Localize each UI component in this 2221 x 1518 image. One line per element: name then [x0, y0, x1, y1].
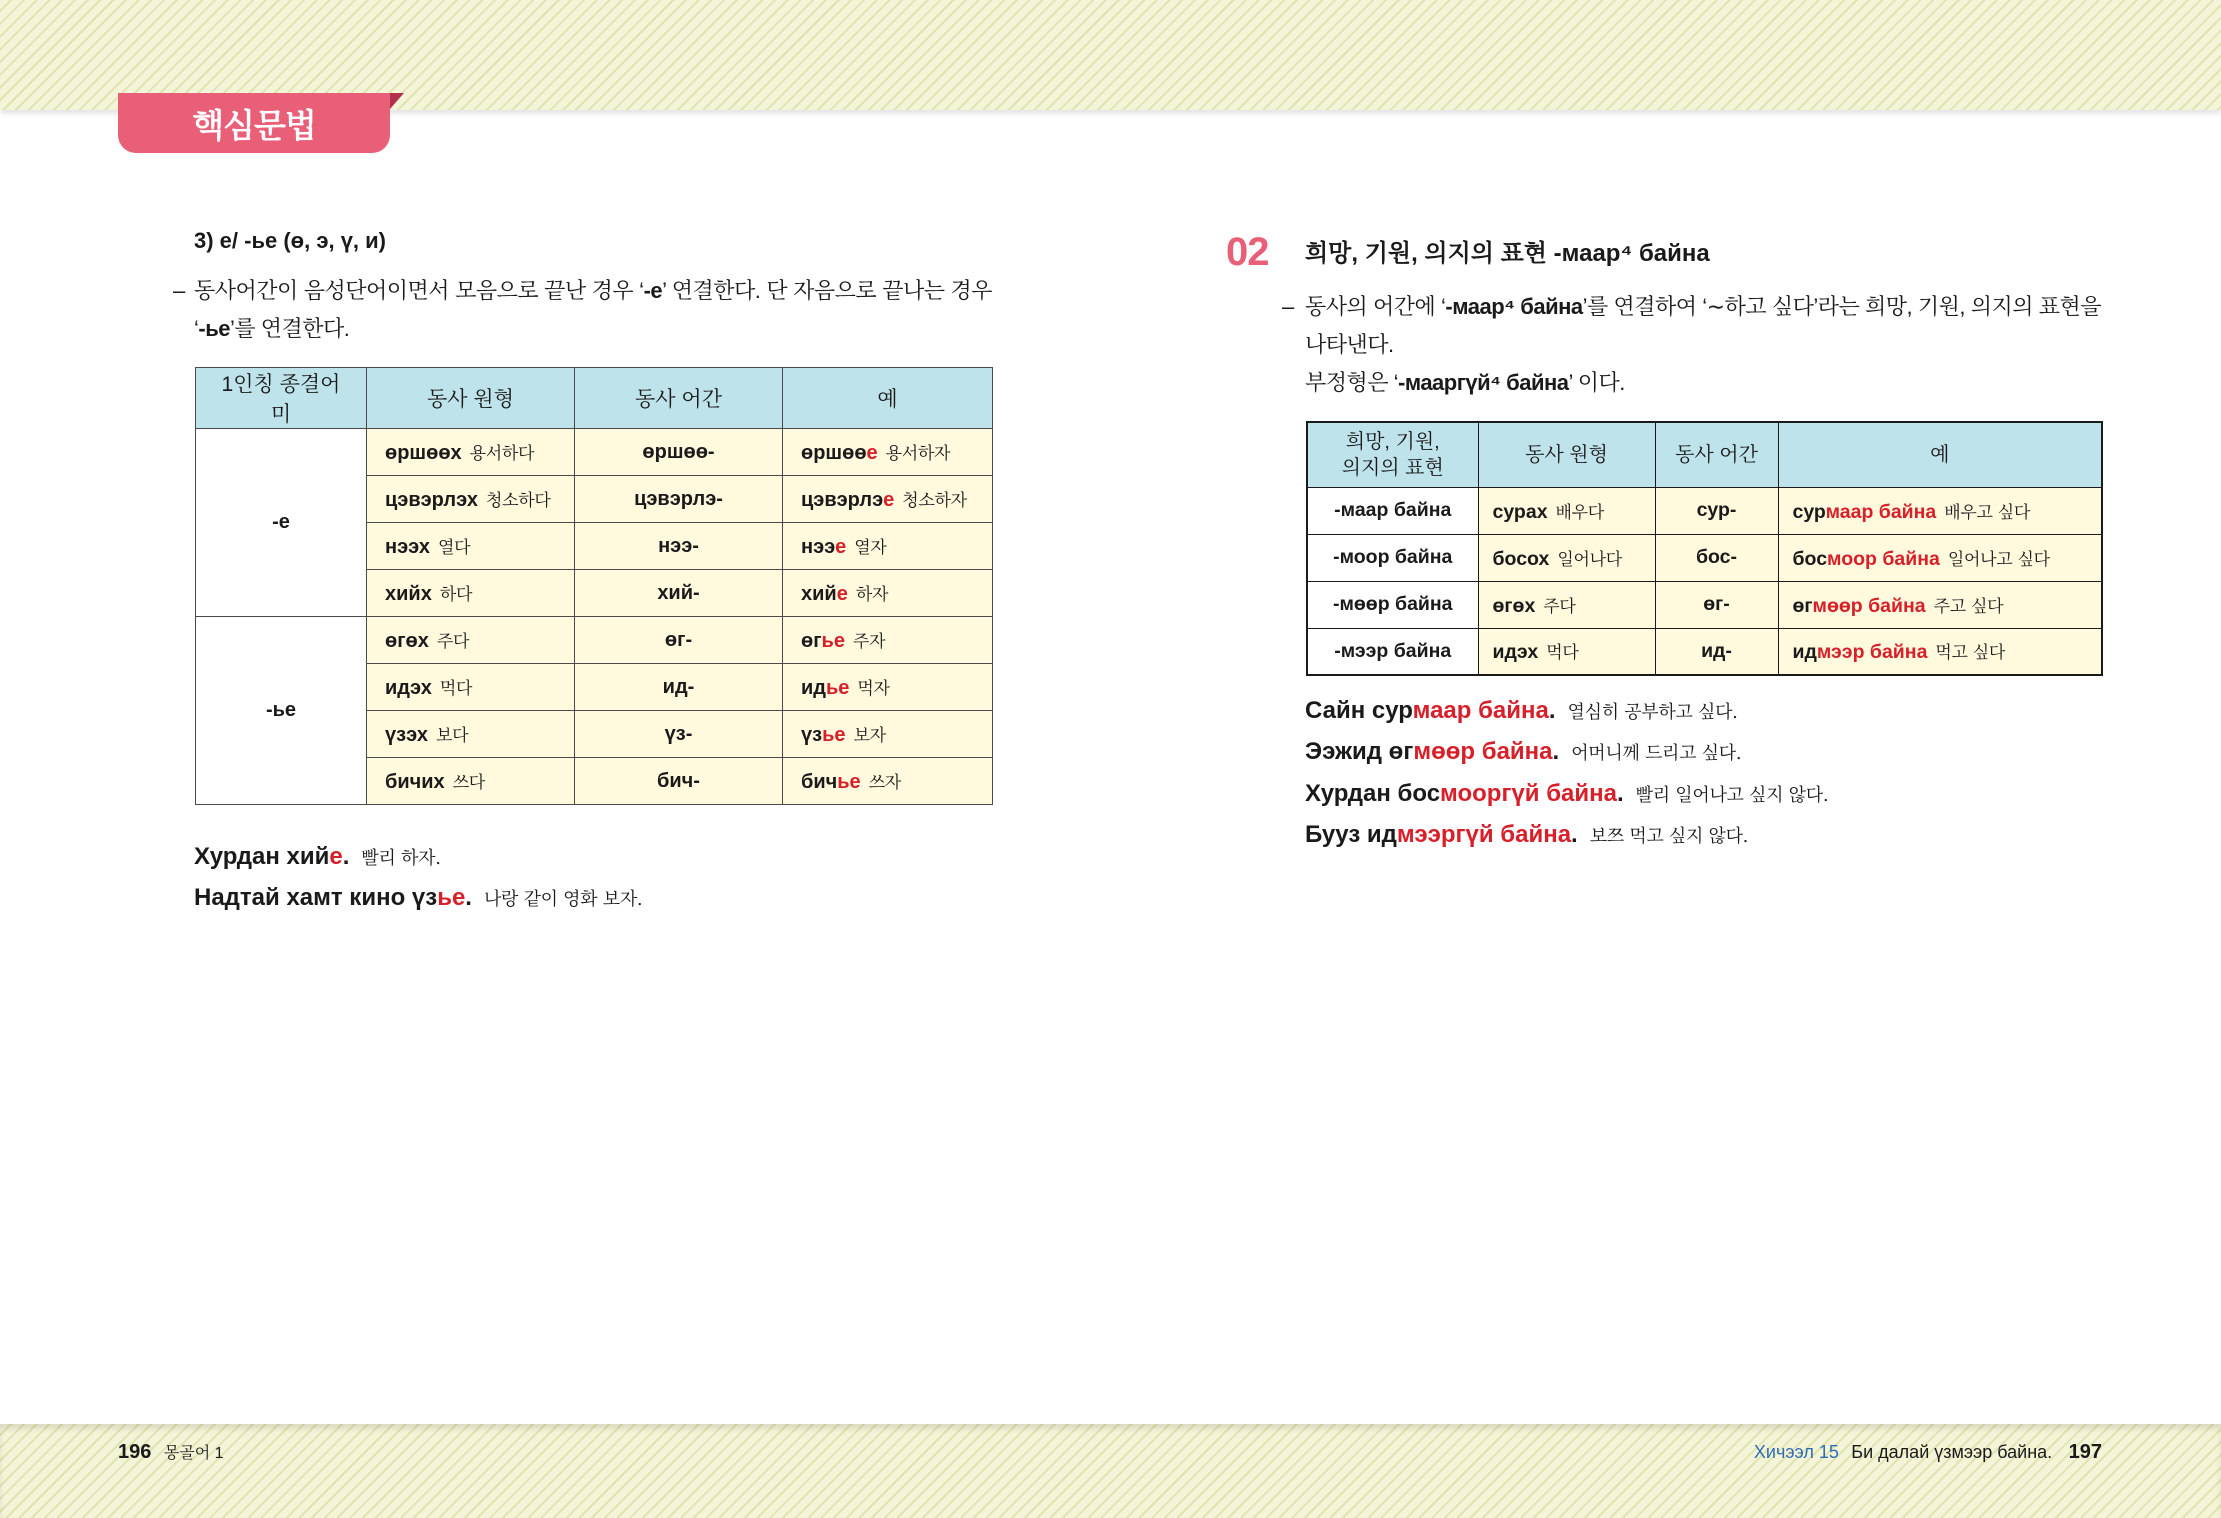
- stem-cell: [575, 711, 783, 758]
- stem-cell: [1655, 487, 1778, 534]
- verb-gloss: 주다: [436, 632, 470, 652]
- example-gloss: 일어나고 싶다: [1947, 549, 2050, 570]
- example-gloss: 쓰자: [868, 773, 901, 793]
- ending-cell: -ье: [196, 617, 367, 805]
- verb-cell: [367, 476, 575, 523]
- rule-emphasis: -ье: [198, 316, 230, 341]
- example-gloss: 청소하자: [902, 491, 967, 511]
- stem-cell: [575, 758, 783, 805]
- example-stem: нээ: [801, 536, 836, 558]
- verb-stem: нээ-: [658, 534, 699, 557]
- verb-infinitive: бичих: [385, 771, 445, 793]
- verb-gloss: 배우다: [1555, 502, 1604, 523]
- example-sentence: [194, 877, 642, 918]
- rule-emphasis: -е: [643, 278, 663, 303]
- ending-cell: -моор байна: [1307, 534, 1478, 581]
- verb-cell: [1478, 487, 1655, 534]
- table-row: [1307, 534, 2102, 581]
- sentence-punctuation: .: [1571, 820, 1578, 848]
- verb-gloss: 먹다: [439, 679, 473, 699]
- example-stem: ид: [1792, 641, 1817, 664]
- sentence-punctuation: .: [1552, 738, 1560, 766]
- rule-text-segment: ’ 이다.: [1568, 370, 1625, 395]
- example-gloss: 먹자: [857, 679, 890, 699]
- rule-text-segment: ’를 연결하여 ‘∼하고 싶다’라는 희망, 기원, 의지의 표현을 나타낸다.: [1305, 294, 2102, 357]
- ending-cell: -е: [196, 429, 367, 617]
- example-ending: ье: [821, 630, 845, 652]
- ending-table: [195, 367, 993, 805]
- verb-infinitive: идэх: [385, 677, 432, 699]
- table-header: [1307, 422, 2102, 487]
- verb-gloss: 쓰다: [452, 773, 485, 793]
- rule-line: [1305, 288, 2101, 364]
- example-sentences: [1305, 690, 1828, 855]
- sentence-punctuation: .: [1548, 697, 1556, 724]
- stem-cell: [1655, 534, 1778, 581]
- stem-cell: [575, 429, 783, 476]
- sentence-ending: мээргүй байна: [1396, 820, 1572, 848]
- example-stem: өг: [801, 630, 822, 652]
- example-ending: е: [835, 536, 847, 558]
- verb-infinitive: үзэх: [385, 724, 428, 746]
- example-cell: [783, 523, 993, 570]
- verb-infinitive: нээх: [385, 536, 431, 558]
- sentence-ending: мооргүй байна: [1440, 779, 1617, 807]
- sentence-lead: Сайн сур: [1305, 697, 1413, 724]
- table-row: [196, 429, 993, 476]
- verb-cell: [1478, 581, 1655, 628]
- sentence-punctuation: .: [465, 884, 472, 912]
- example-gloss: 주고 싶다: [1933, 596, 2004, 617]
- column-header: 1인칭 종결어미: [196, 368, 367, 429]
- column-header: 동사 원형: [1478, 422, 1655, 487]
- rule-emphasis: -маар⁴ байна: [1445, 294, 1583, 319]
- example-cell: [783, 758, 993, 805]
- verb-infinitive: цэвэрлэх: [385, 489, 479, 511]
- table-row: [1307, 581, 2102, 628]
- verb-infinitive: босох: [1492, 547, 1550, 570]
- example-ending: моор байна: [1827, 547, 1940, 570]
- example-stem: бос: [1792, 547, 1828, 570]
- verb-cell: [367, 523, 575, 570]
- example-sentences: [194, 836, 642, 919]
- bullet-dash: –: [1282, 294, 1295, 319]
- example-ending: е: [836, 583, 848, 605]
- verb-gloss: 일어나다: [1557, 549, 1622, 570]
- verb-stem: өг-: [664, 628, 693, 651]
- verb-cell: [367, 617, 575, 664]
- example-gloss: 열자: [854, 538, 887, 558]
- verb-cell: [367, 570, 575, 617]
- stem-cell: [575, 523, 783, 570]
- rule-text-segment: ’ 연결한다. 단 자음으로 끝나는 경우 ‘: [194, 278, 992, 341]
- table-row: [1307, 487, 2102, 534]
- verb-gloss: 청소하다: [486, 491, 551, 511]
- verb-infinitive: идэх: [1492, 641, 1539, 664]
- sentence-lead: Ээжид өг: [1305, 738, 1414, 766]
- column-header: 예: [1778, 422, 2102, 487]
- table-row: [196, 617, 993, 664]
- verb-infinitive: өгөх: [385, 630, 429, 652]
- table-header: [196, 368, 993, 429]
- example-sentence: [1305, 773, 1828, 814]
- verb-stem: ид-: [662, 675, 695, 698]
- rule-emphasis: -мааргүй⁴ байна: [1398, 370, 1569, 395]
- column-header: 동사 어간: [1655, 422, 1778, 487]
- column-header: 예: [783, 368, 993, 429]
- sentence-punctuation: .: [342, 843, 350, 870]
- sentence-translation: 빨리 하자.: [361, 848, 441, 869]
- stem-cell: [1655, 628, 1778, 675]
- verb-cell: [1478, 534, 1655, 581]
- ending-cell: -маар байна: [1307, 487, 1478, 534]
- example-cell: [783, 664, 993, 711]
- table-row: [1307, 628, 2102, 675]
- sentence-translation: 빨리 일어나고 싶지 않다.: [1635, 784, 1829, 806]
- example-gloss: 배우고 싶다: [1944, 502, 2030, 523]
- lesson-title: Би далай үзмээр байна.: [1851, 1442, 2053, 1462]
- example-gloss: 용서하자: [885, 444, 951, 464]
- section-tab-label: 핵심문법: [192, 106, 316, 144]
- rule-text-segment: ’를 연결한다.: [229, 316, 350, 341]
- verb-stem: бич-: [657, 769, 700, 792]
- example-stem: хий: [801, 583, 837, 605]
- example-ending: маар байна: [1825, 500, 1937, 523]
- verb-stem: цэвэрлэ-: [634, 487, 723, 510]
- example-stem: сур: [1792, 500, 1826, 523]
- verb-stem: бос-: [1695, 546, 1738, 568]
- rule-text: [1305, 288, 2101, 402]
- example-cell: [1778, 628, 2102, 675]
- verb-stem: ид-: [1701, 639, 1732, 662]
- verb-cell: [1478, 628, 1655, 675]
- stem-cell: [575, 664, 783, 711]
- stem-cell: [1655, 581, 1778, 628]
- verb-gloss: 하다: [439, 585, 473, 605]
- example-ending: е: [883, 489, 895, 511]
- sentence-lead: Надтай хамт кино үз: [194, 884, 438, 912]
- verb-gloss: 용서하다: [469, 444, 535, 464]
- verb-infinitive: өгөх: [1492, 594, 1536, 617]
- table-body: [196, 429, 993, 805]
- lesson-label: Хичээл 15: [1753, 1442, 1839, 1462]
- column-header: 희망, 기원, 의지의 표현: [1307, 422, 1478, 487]
- example-cell: [1778, 534, 2102, 581]
- page-number: 197: [2068, 1441, 2102, 1463]
- section-tab: [118, 93, 390, 153]
- example-ending: ье: [822, 724, 846, 746]
- example-sentence: [1305, 731, 1828, 772]
- book-title: 몽골어 1: [163, 1445, 224, 1462]
- verb-cell: [367, 429, 575, 476]
- verb-stem: үз-: [664, 722, 693, 745]
- ending-cell: -мөөр байна: [1307, 581, 1478, 628]
- rule-text-segment: 동사어간이 음성단어이면서 모음으로 끝난 경우 ‘: [194, 278, 644, 303]
- verb-gloss: 먹다: [1546, 643, 1579, 664]
- sentence-translation: 어머니께 드리고 싶다.: [1571, 743, 1742, 765]
- example-cell: [1778, 487, 2102, 534]
- table-body: [1307, 487, 2102, 675]
- example-cell: [783, 617, 993, 664]
- example-sentence: [1305, 814, 1828, 855]
- example-cell: [783, 570, 993, 617]
- sentence-lead: Хурдан бос: [1305, 779, 1441, 807]
- example-gloss: 먹고 싶다: [1935, 643, 2006, 664]
- example-stem: ид: [801, 677, 826, 699]
- verb-gloss: 주다: [1543, 596, 1576, 617]
- verb-infinitive: өршөөх: [385, 442, 462, 464]
- example-stem: өг: [1792, 594, 1813, 617]
- example-gloss: 주자: [852, 632, 886, 652]
- sentence-ending: маар байна: [1412, 697, 1549, 724]
- rule-text-segment: 부정형은 ‘: [1305, 370, 1399, 395]
- page-number: 196: [118, 1441, 152, 1463]
- stem-cell: [575, 617, 783, 664]
- rule-text-segment: 동사의 어간에 ‘: [1305, 294, 1446, 319]
- header-row: [196, 368, 993, 429]
- stem-cell: [575, 476, 783, 523]
- sentence-punctuation: .: [1617, 779, 1624, 807]
- example-gloss: 보자: [853, 726, 886, 746]
- example-stem: өршөө: [801, 442, 867, 464]
- section-number: 02: [1226, 230, 1269, 274]
- sentence-ending: мөөр байна: [1413, 738, 1553, 766]
- column-header: 동사 원형: [367, 368, 575, 429]
- verb-infinitive: сурах: [1492, 500, 1548, 523]
- example-ending: ье: [826, 677, 850, 699]
- ending-cell: -мээр байна: [1307, 628, 1478, 675]
- sentence-lead: Бууз ид: [1305, 820, 1397, 848]
- example-cell: [783, 711, 993, 758]
- verb-gloss: 보다: [435, 726, 469, 746]
- example-ending: ье: [837, 771, 861, 793]
- example-stem: цэвэрлэ: [801, 489, 884, 511]
- verb-stem: өршөө-: [642, 440, 715, 463]
- rule-text: [194, 272, 992, 348]
- example-ending: мөөр байна: [1812, 594, 1926, 617]
- verb-stem: өг-: [1703, 593, 1730, 615]
- verb-gloss: 열다: [438, 538, 471, 558]
- section-title: 희망, 기원, 의지의 표현 -маар⁴ байна: [1305, 240, 1710, 267]
- sentence-lead: Хурдан хий: [194, 843, 330, 870]
- right-page-footer: [1754, 1438, 2102, 1468]
- verb-stem: хий-: [657, 581, 700, 604]
- sentence-translation: 열심히 공부하고 싶다.: [1567, 702, 1738, 723]
- sentence-ending: ье: [437, 884, 466, 912]
- left-page-footer: [118, 1438, 224, 1468]
- example-cell: [1778, 581, 2102, 628]
- bullet-dash: –: [173, 278, 186, 303]
- verb-infinitive: хийх: [385, 583, 432, 605]
- example-cell: [783, 429, 993, 476]
- verb-cell: [367, 711, 575, 758]
- sentence-translation: 나랑 같이 영화 보자.: [483, 889, 643, 911]
- example-sentence: [1305, 690, 1828, 731]
- sentence-translation: 보쯔 먹고 싶지 않다.: [1589, 825, 1749, 847]
- example-ending: е: [866, 442, 878, 464]
- sentence-ending: е: [329, 843, 343, 870]
- example-sentence: [194, 836, 642, 877]
- example-stem: үз: [801, 724, 823, 746]
- verb-cell: [367, 664, 575, 711]
- example-stem: бич: [801, 771, 838, 793]
- subsection-heading: 3) е/ -ье (ө, э, ү, и): [194, 228, 387, 253]
- example-gloss: 하자: [855, 585, 889, 605]
- verb-cell: [367, 758, 575, 805]
- column-header: 동사 어간: [575, 368, 783, 429]
- wish-expression-table: [1306, 421, 2103, 676]
- example-cell: [783, 476, 993, 523]
- stem-cell: [575, 570, 783, 617]
- rule-line: [1305, 364, 2101, 402]
- verb-stem: сур-: [1696, 499, 1737, 521]
- example-ending: мээр байна: [1816, 641, 1928, 664]
- header-row: [1307, 422, 2102, 487]
